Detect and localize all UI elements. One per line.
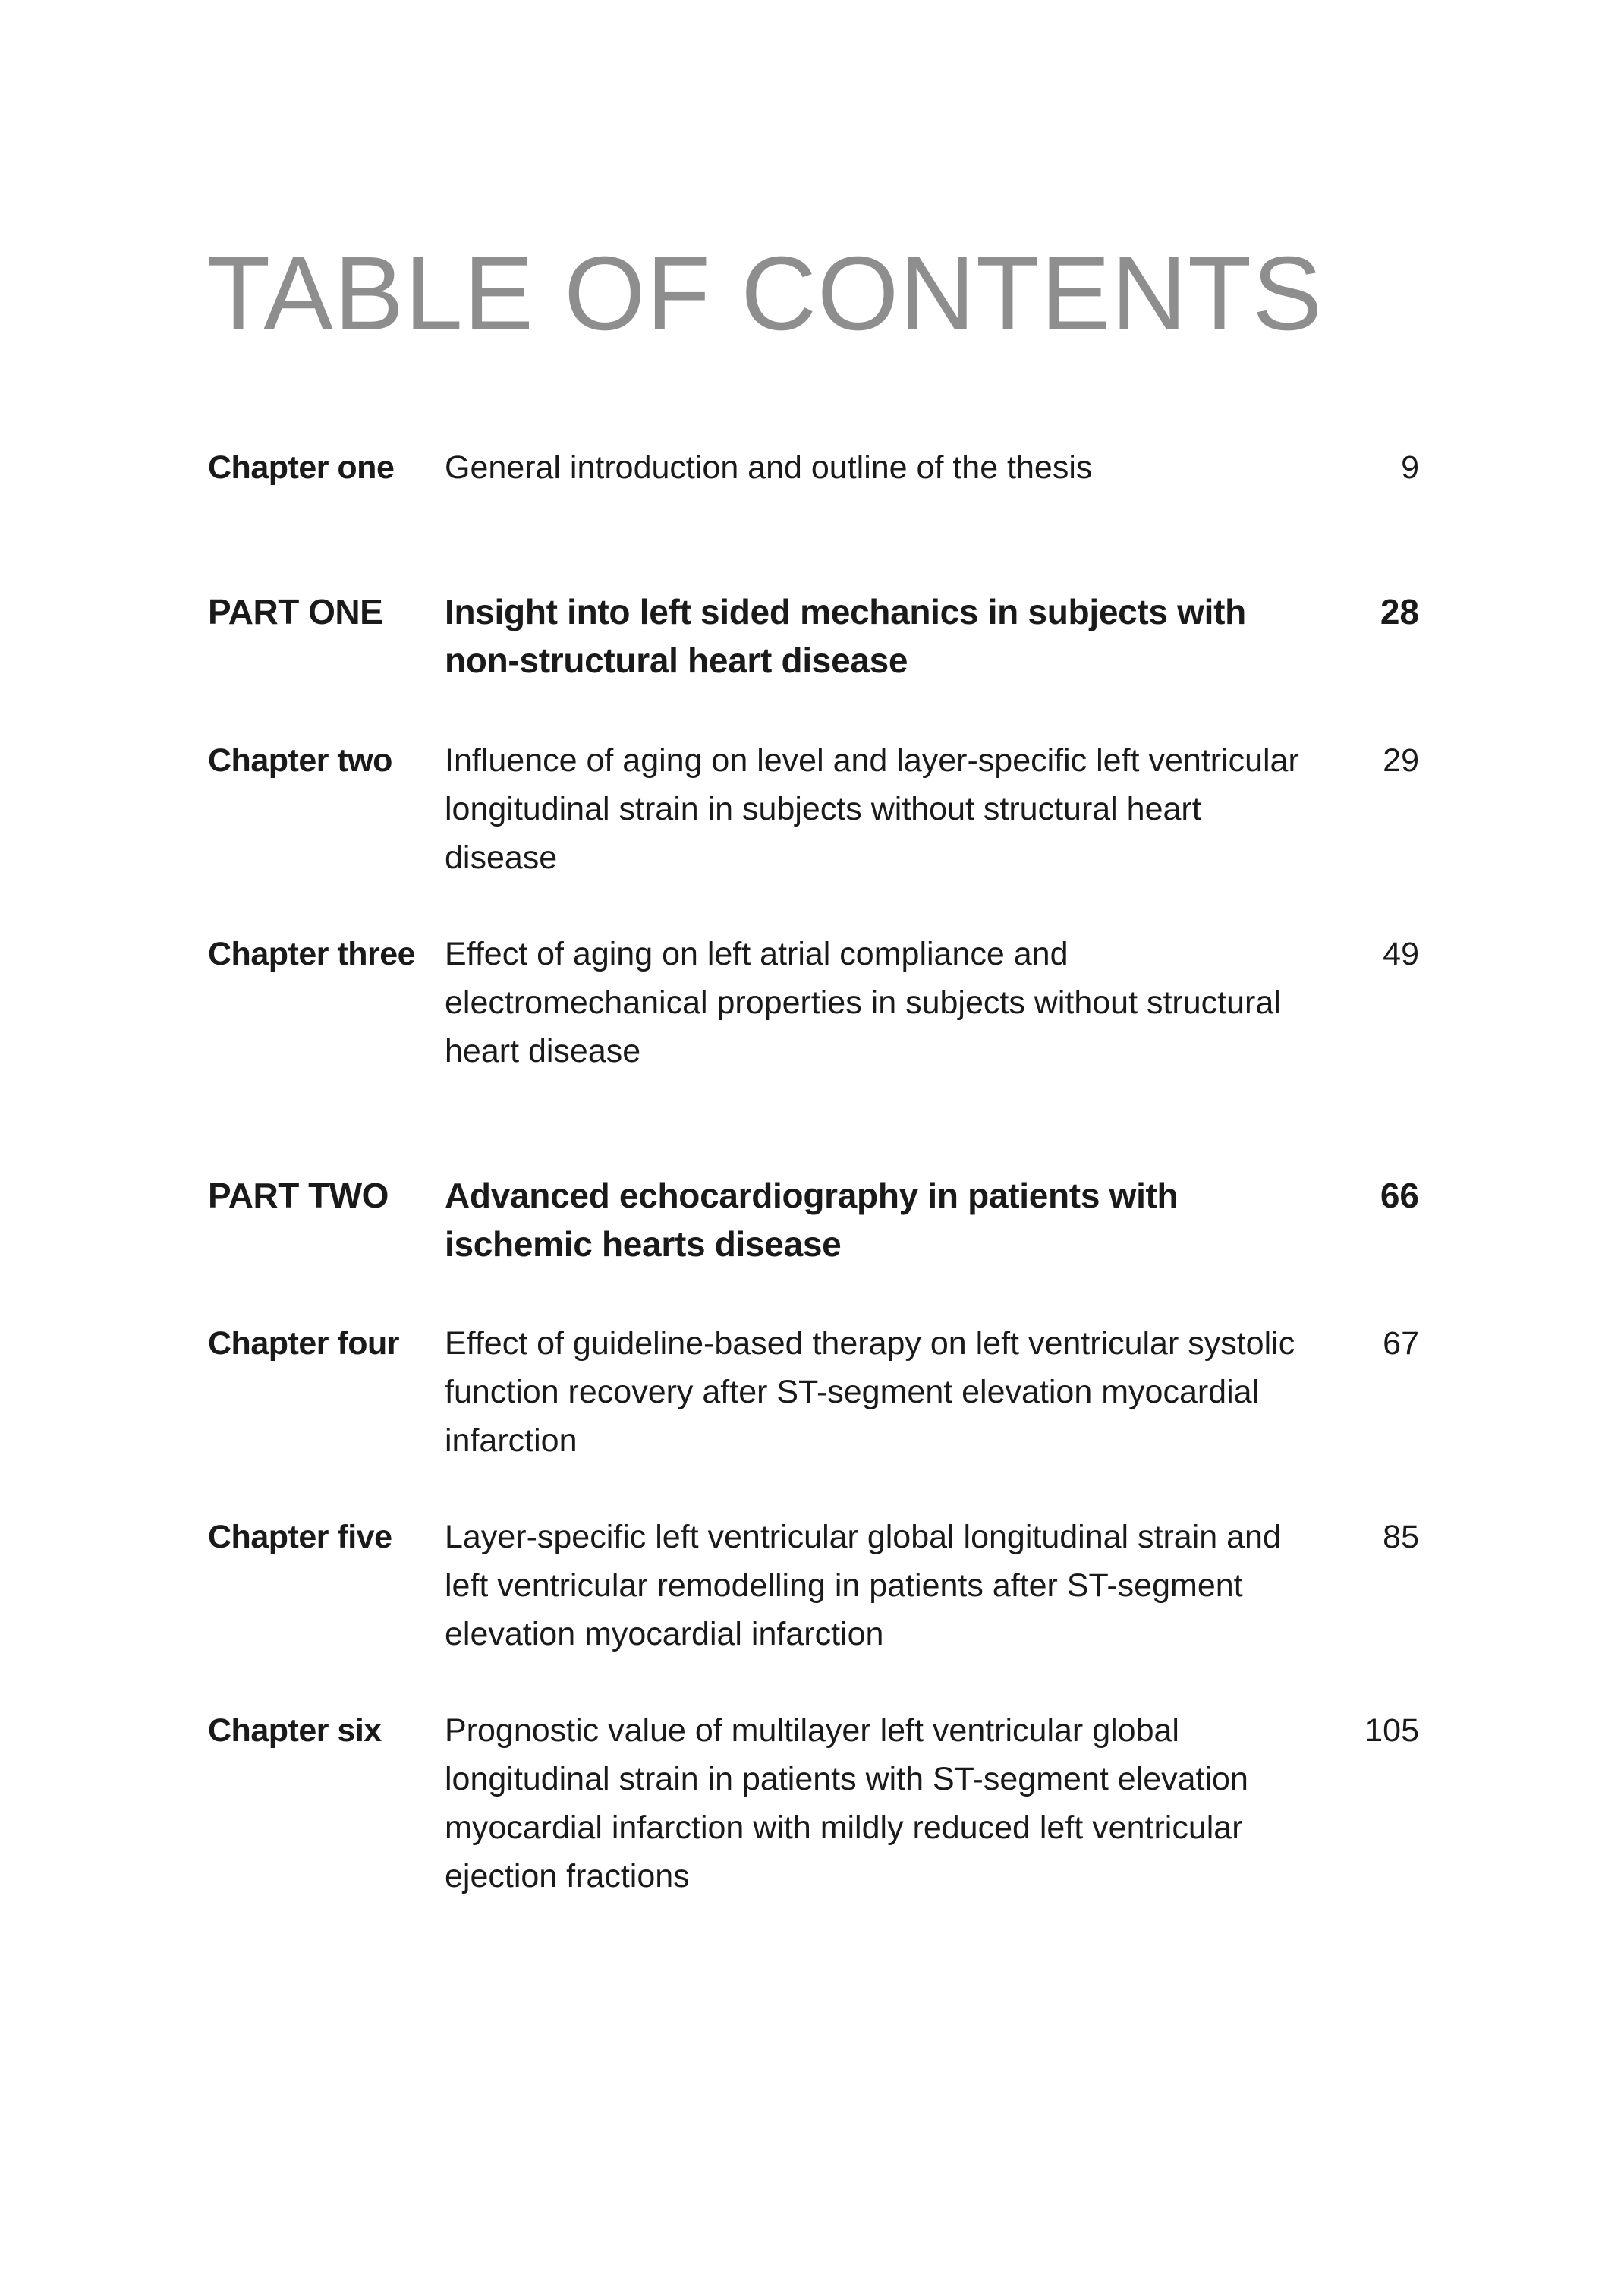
entry-label: PART ONE [208, 592, 383, 631]
entry-title: Effect of aging on left atrial compliance and electromechanical properties in subjects without structural heart disease [445, 936, 1281, 1069]
entry-label: Chapter six [208, 1712, 382, 1749]
entry-title: Insight into left sided mechanics in subjects with non-structural heart disease [445, 592, 1246, 680]
page-title: TABLE OF CONTENTS [206, 235, 1323, 352]
entry-label: Chapter five [208, 1519, 392, 1555]
entry-label: PART TWO [208, 1176, 389, 1215]
entry-page-number: 66 [1380, 1176, 1419, 1215]
entry-page-number: 49 [1383, 936, 1419, 972]
entry-page-number: 67 [1383, 1325, 1419, 1362]
entry-title: Prognostic value of multilayer left ventricular global longitudinal strain in patients with ST-segment elevation myocardial infarction with mildly reduced left ventricular ejection fractions [445, 1712, 1248, 1894]
entry-label: Chapter one [208, 449, 395, 486]
entry-page-number: 28 [1380, 592, 1419, 631]
entry-title: Advanced echocardiography in patients with ischemic hearts disease [445, 1176, 1179, 1264]
entry-title: General introduction and outline of the thesis [445, 449, 1093, 486]
entry-title: Layer-specific left ventricular global longitudinal strain and left ventricular remodelling in patients after ST-segment elevation myocardial infarction [445, 1519, 1281, 1652]
entry-page-number: 29 [1383, 742, 1419, 779]
entry-page-number: 105 [1364, 1712, 1419, 1749]
entry-label: Chapter three [208, 936, 416, 972]
entry-label: Chapter four [208, 1325, 399, 1362]
entry-page-number: 85 [1383, 1519, 1419, 1555]
entry-title: Influence of aging on level and layer-specific left ventricular longitudinal strain in subjects without structural heart disease [445, 742, 1299, 876]
entry-page-number: 9 [1401, 449, 1419, 486]
entry-label: Chapter two [208, 742, 392, 779]
entry-title: Effect of guideline-based therapy on left ventricular systolic function recovery after ST-segment elevation myocardial infarction [445, 1325, 1295, 1459]
